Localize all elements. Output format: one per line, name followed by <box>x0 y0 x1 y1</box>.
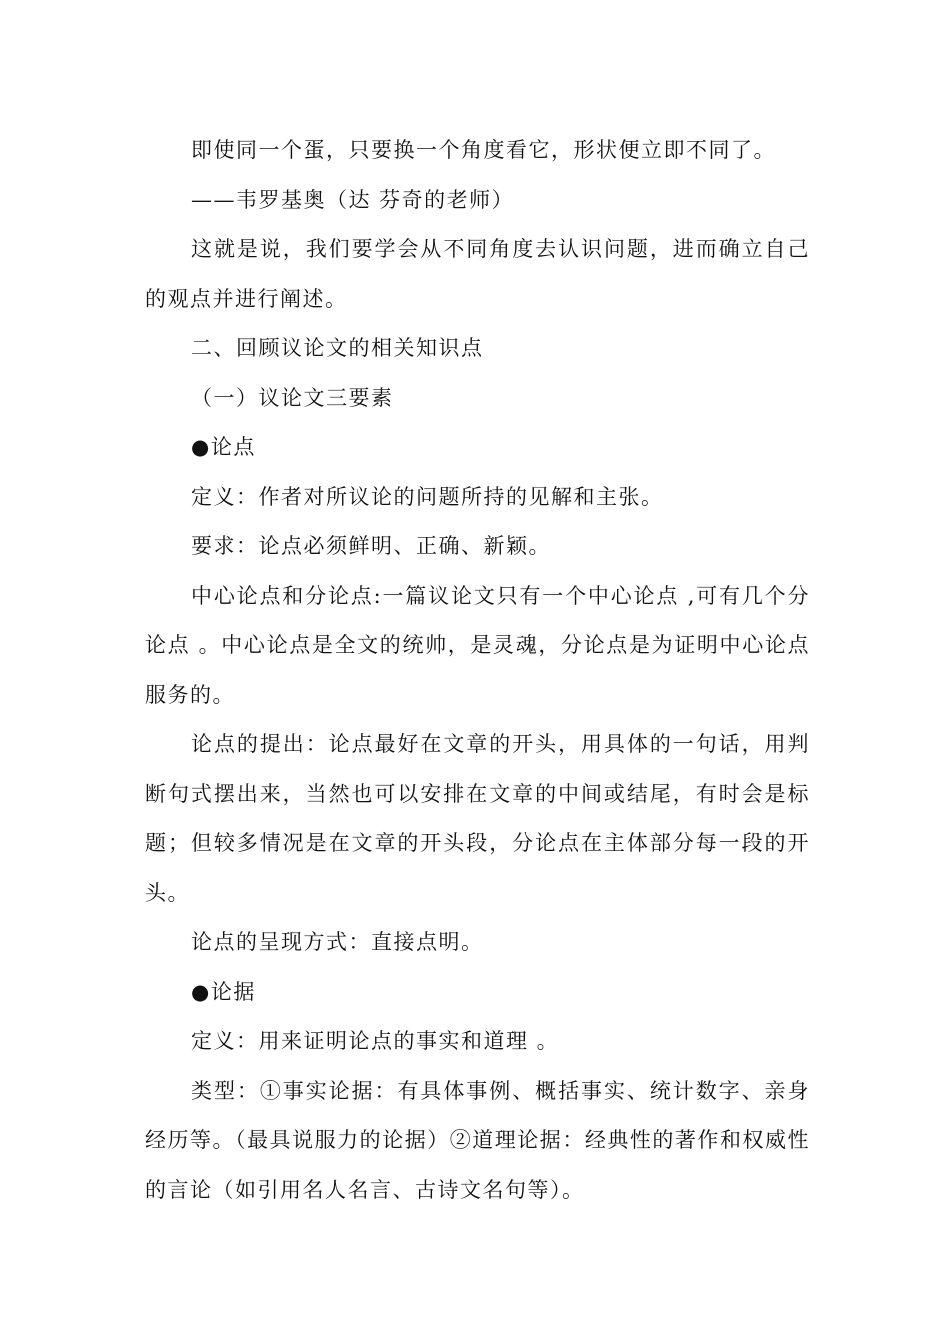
body-paragraph: 要求：论点必须鲜明、正确、新颖。 <box>191 534 551 558</box>
quote-paragraph: 即使同一个蛋，只要换一个角度看它，形状便立即不同了。 <box>191 138 776 162</box>
body-paragraph: 定义：用来证明论点的事实和道理 。 <box>191 1029 560 1053</box>
body-paragraph: 这就是说，我们要学会从不同角度去认识问题，进而确立自己的观点并进行阐述。 <box>145 237 810 311</box>
body-paragraph: 定义：作者对所议论的问题所持的见解和主张。 <box>191 484 664 509</box>
body-paragraph: 中心论点和分论点:一篇议论文只有一个中心论点 ,可有几个分论点 。中心论点是全文的统帅，是灵魂，分论点是为证明中心论点服务的。 <box>145 583 810 707</box>
bullet-heading-thesis: ●论点 <box>191 435 256 459</box>
body-paragraph: 类型：①事实论据：有具体事例、概括事实、统计数字、亲身经历等。（最具说服力的论据）②道理论据：经典性的著作和权威性的言论（如引用名人名言、古诗文名句等）。 <box>145 1078 810 1202</box>
bullet-heading-evidence: ●论据 <box>191 979 256 1004</box>
section-heading: 二、回顾议论文的相关知识点 <box>191 336 484 360</box>
body-paragraph: 论点的提出：论点最好在文章的开头，用具体的一句话，用判断句式摆出来，当然也可以安排在文章的中间或结尾，有时会是标题；但较多情况是在文章的开头段，分论点在主体部分每一段的开头。 <box>145 732 810 905</box>
quote-attribution: ——韦罗基奥（达 芬奇的老师） <box>191 187 515 212</box>
body-paragraph: 论点的呈现方式：直接点明。 <box>191 930 484 954</box>
subsection-heading: （一）议论文三要素 <box>191 385 394 410</box>
document-body <box>145 126 810 1215</box>
